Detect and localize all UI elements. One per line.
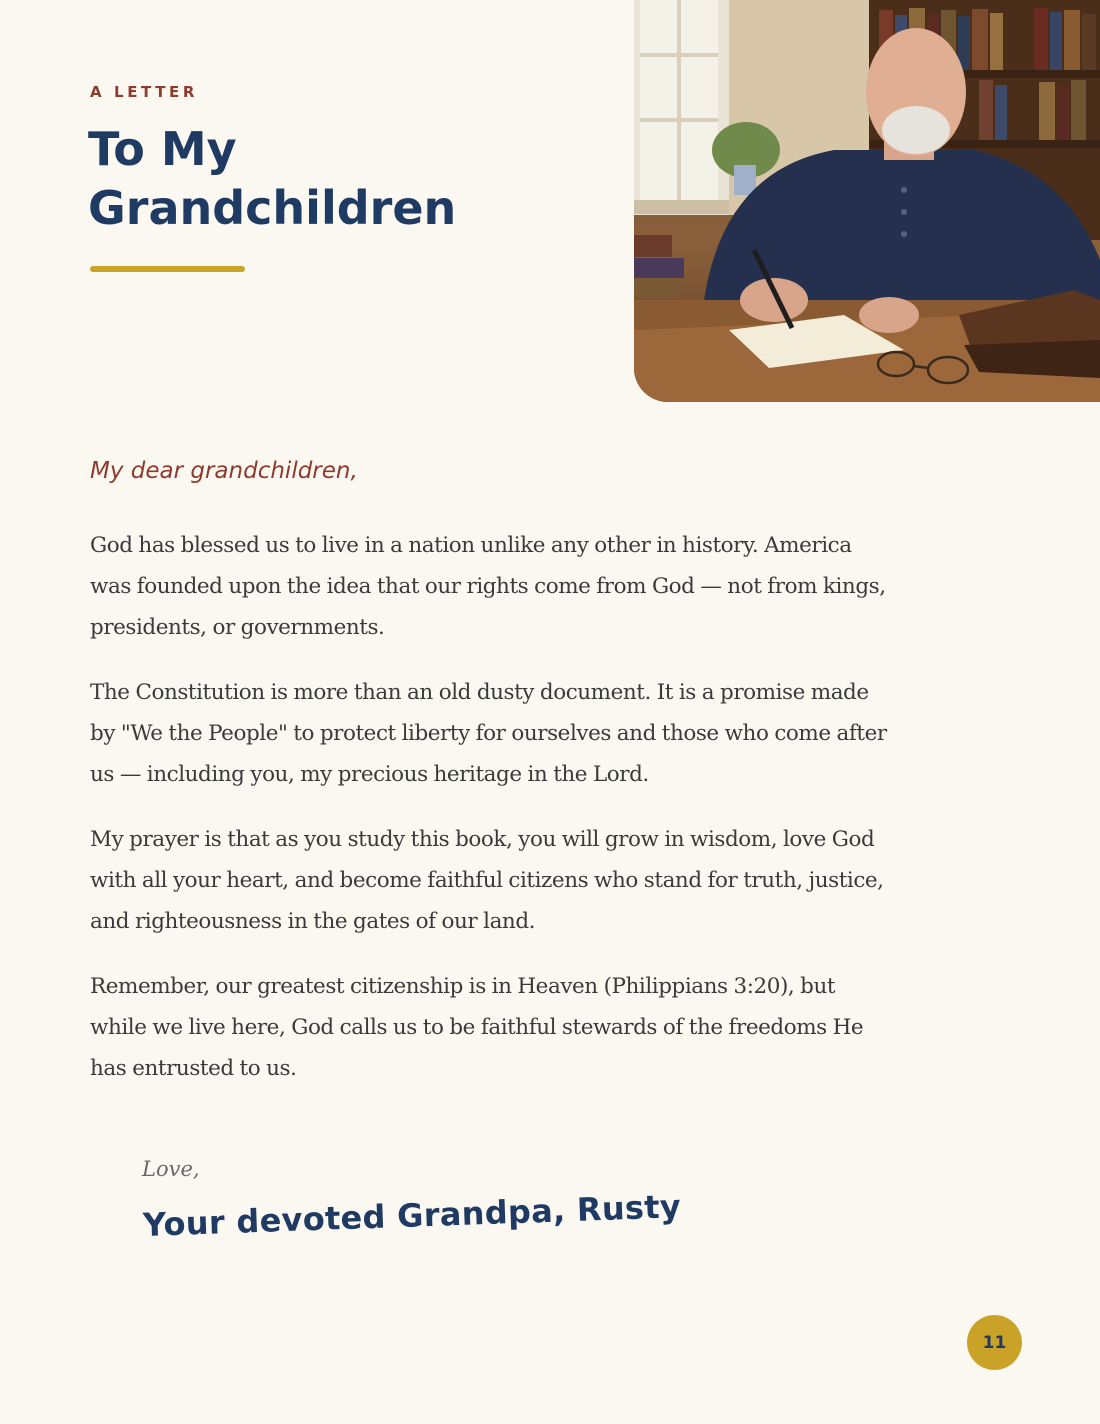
eyebrow-label: A LETTER [90, 83, 199, 101]
letter-signature: Your devoted Grandpa, Rusty [142, 1187, 682, 1244]
page-title-line-1: To My [88, 122, 237, 176]
letter-closing: Love, [142, 1157, 200, 1181]
page-title-line-2: Grandchildren [88, 181, 457, 235]
letter-body [90, 525, 890, 1113]
letter-paragraph-4: Remember, our greatest citizenship is in Heaven (Philippians 3:20), but while we live here, God calls us to be faithful stewards of the freedoms He has entrusted to us. [90, 974, 864, 1081]
letter-paragraph-2: The Constitution is more than an old dusty document. It is a promise made by "We the People" to protect liberty for ourselves and those who come after us — including you, my precious heritage in the Lord. [90, 680, 887, 787]
letter-paragraph-1: God has blessed us to live in a nation unlike any other in history. America was founded upon the idea that our rights come from God — not from kings, presidents, or governments. [90, 533, 886, 640]
letter-paragraph-3: My prayer is that as you study this book, you will grow in wisdom, love God with all your heart, and become faithful citizens who stand for truth, justice, and righteousness in the gates of our land. [90, 827, 884, 934]
page-title [88, 120, 568, 238]
letter-greeting: My dear grandchildren, [90, 458, 358, 484]
title-underline [90, 266, 245, 272]
page-number-badge: 11 [967, 1315, 1022, 1370]
grandfather-writing-letter-image [634, 0, 1100, 402]
